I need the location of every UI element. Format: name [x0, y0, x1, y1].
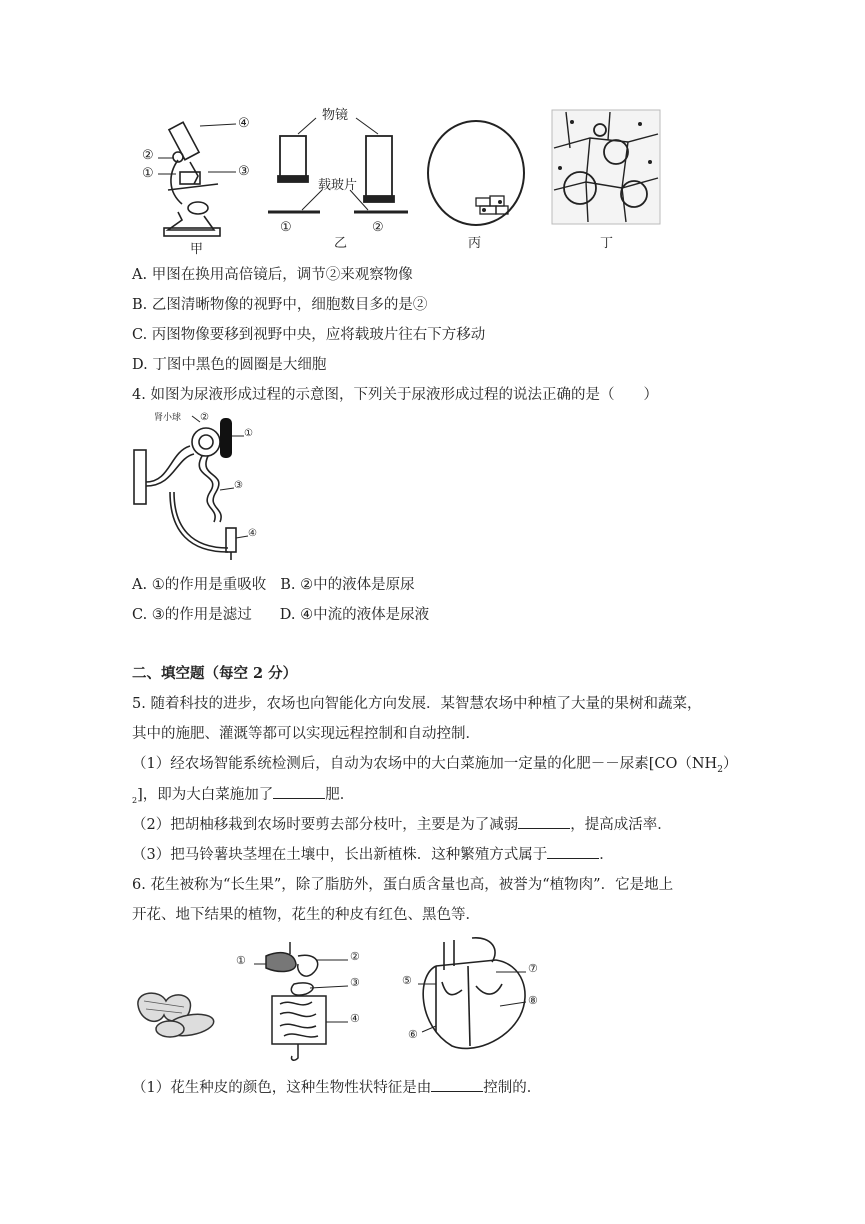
digestive-label-2: ② [350, 950, 360, 963]
microscope-label-1: ① [142, 166, 154, 181]
q5-part-3-end: ． [599, 847, 614, 863]
objective-top-label: 物镜 [322, 108, 349, 123]
digestive-label-4: ④ [350, 1012, 360, 1025]
kidney-figure [130, 412, 270, 562]
q5-part-2-text: （2）把胡柚移栽到农场时要剪去部分枝叶，主要是为了减弱 [132, 817, 519, 833]
q4-option-d: D. ④中流的液体是尿液 [279, 607, 430, 623]
kidney-label-2: ② [200, 412, 209, 423]
heart-label-5: ⑤ [402, 974, 412, 987]
heart-figure [396, 936, 552, 1056]
q6-stem-2: 开花、地下结果的植物，花生的种皮有红色、黑色等． [132, 907, 480, 923]
microscope-caption: 甲 [190, 242, 204, 257]
objective-mid-label: 载玻片 [318, 178, 358, 193]
q6-part-1 [132, 1077, 541, 1098]
field-view-caption: 丙 [468, 236, 482, 251]
q5-stem-2: 其中的施肥、灌溉等都可以实现远程控制和自动控制． [132, 726, 480, 742]
kidney-label-3: ③ [234, 480, 243, 491]
digestive-label-1: ① [236, 954, 246, 967]
q4-option-c: C. ③的作用是滤过 [132, 607, 252, 623]
microscope-label-4: ④ [238, 116, 250, 131]
q5-part-1-paren: ） [722, 756, 738, 772]
digestive-figure [236, 940, 371, 1065]
q4-option-a: A. ①的作用是重吸收 [132, 577, 267, 593]
q6-part-1-end: 控制的． [483, 1080, 542, 1096]
q5-part-1-sub-2: 2 [132, 796, 138, 805]
q5-part-3 [132, 844, 614, 865]
q5-part-1-text-2: ]，即为大白菜施加了 [137, 787, 274, 803]
q5-part-1-end: 肥． [325, 787, 355, 803]
q5-part-3-blank[interactable] [547, 844, 599, 859]
peanut-figure [132, 985, 222, 1045]
heart-label-8: ⑧ [528, 994, 538, 1007]
kidney-label-1: ① [244, 428, 253, 439]
q6-part-1-text: （1）花生种皮的颜色，这种生物性状特征是由 [132, 1080, 432, 1096]
microscope-drawing [138, 112, 263, 257]
heart-label-6: ⑥ [408, 1028, 418, 1041]
field-view-figure [424, 118, 528, 257]
peanut-drawing [132, 985, 222, 1045]
q5-part-1-line-2 [132, 784, 354, 807]
cells-figure [550, 108, 662, 257]
q4-options-row-1 [132, 575, 415, 595]
q3-option-c: C. 丙图物像要移到视野中央，应将载玻片往右下方移动 [132, 327, 486, 343]
q5-part-1-line-1 [132, 754, 737, 780]
q5-part-2 [132, 814, 672, 835]
heart-label-7: ⑦ [528, 962, 538, 975]
objective-figure [268, 100, 413, 257]
q5-part-1-blank[interactable] [273, 784, 325, 799]
q4-stem: 4. 如图为尿液形成过程的示意图，下列关于尿液形成过程的说法正确的是（ ） [132, 387, 658, 403]
q3-option-a: A. 甲图在换用高倍镜后，调节②来观察物像 [132, 267, 413, 283]
objective-caption: 乙 [334, 236, 348, 251]
q5-part-1-text: （1）经农场智能系统检测后，自动为农场中的大白菜施加一定量的化肥－－尿素[CO（NH [132, 756, 718, 772]
digestive-label-3: ③ [350, 976, 360, 989]
q5-part-2-blank[interactable] [518, 814, 570, 829]
q6-stem-1: 6. 花生被称为“长生果”，除了脂肪外，蛋白质含量也高，被誉为“植物肉”．它是地上 [132, 877, 674, 893]
kidney-label-4: ④ [248, 528, 257, 539]
field-view-drawing [424, 118, 528, 228]
cells-drawing [550, 108, 662, 226]
microscope-figure [138, 112, 263, 257]
section-2-title: 二、填空题（每空 2 分） [132, 665, 298, 682]
objective-label-2: ② [372, 220, 384, 235]
q5-stem-1: 5. 随着科技的进步，农场也向智能化方向发展．某智慧农场中种植了大量的果树和蔬菜， [132, 696, 702, 712]
kidney-small-label: 肾小球 [154, 413, 182, 423]
objective-label-1: ① [280, 220, 292, 235]
q5-part-3-text: （3）把马铃薯块茎埋在土壤中，长出新植株．这种繁殖方式属于 [132, 847, 548, 863]
q4-options-row-2 [132, 605, 429, 625]
microscope-label-3: ③ [238, 164, 250, 179]
cells-caption: 丁 [600, 236, 614, 251]
microscope-label-2: ② [142, 148, 154, 163]
q3-option-b: B. 乙图清晰物像的视野中，细胞数目多的是② [132, 297, 428, 313]
q5-part-2-end: ，提高成活率． [570, 817, 672, 833]
q3-option-d: D. 丁图中黑色的圆圈是大细胞 [132, 357, 327, 373]
q6-part-1-blank[interactable] [431, 1077, 483, 1092]
q5-part-1-sub: 2 [717, 764, 723, 775]
q4-option-b: B. ②中的液体是原尿 [280, 577, 415, 593]
